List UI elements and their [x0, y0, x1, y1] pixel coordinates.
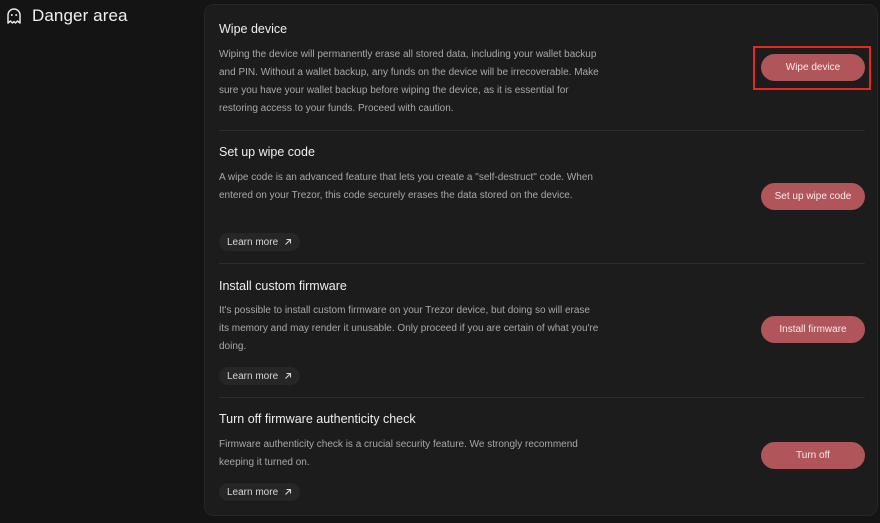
install-firmware-button[interactable]: Install firmware: [761, 316, 865, 343]
custom-firmware-title: Install custom firmware: [219, 279, 347, 293]
wipe-code-learn-more-link[interactable]: [219, 233, 300, 251]
custom-firmware-description: It's possible to install custom firmware on your Trezor device, but doing so will erase its memory and may render it unusable. Only proceed if you are certain of what you're doing.: [219, 305, 599, 352]
wipe-code-row: [219, 131, 865, 264]
learn-more-label: Learn more: [227, 486, 279, 498]
custom-firmware-learn-more-link[interactable]: [219, 367, 300, 385]
set-up-wipe-code-button[interactable]: Set up wipe code: [761, 183, 865, 210]
section-header: [6, 6, 128, 26]
ghost-icon: [6, 7, 22, 25]
learn-more-label: Learn more: [227, 236, 279, 248]
danger-settings-card: [204, 4, 878, 516]
sidebar: [0, 0, 200, 523]
authenticity-check-learn-more-link[interactable]: [219, 483, 300, 501]
section-title: Danger area: [32, 6, 128, 25]
wipe-code-title: Set up wipe code: [219, 145, 315, 159]
wipe-device-description: Wiping the device will permanently erase all stored data, including your wallet backup and PIN. Without a wallet backup, any funds on the device will be irrecoverable. Make sure you have your wallet backup before wiping the device, as it is essential for restoring access to your funds. Proceed with caution.: [219, 49, 599, 114]
authenticity-check-title: Turn off firmware authenticity check: [219, 412, 416, 426]
authenticity-check-description: Firmware authenticity check is a crucial security feature. We strongly recommend keeping it turned on.: [219, 439, 578, 468]
learn-more-label: Learn more: [227, 370, 279, 382]
wipe-device-button[interactable]: Wipe device: [761, 54, 865, 81]
custom-firmware-row: [219, 264, 865, 398]
external-link-arrow-icon: [284, 238, 292, 246]
authenticity-check-row: [219, 398, 865, 513]
wipe-device-title: Wipe device: [219, 22, 288, 36]
external-link-arrow-icon: [284, 488, 292, 496]
turn-off-button[interactable]: Turn off: [761, 442, 865, 469]
wipe-device-row: [219, 5, 865, 131]
external-link-arrow-icon: [284, 372, 292, 380]
wipe-code-description: A wipe code is an advanced feature that lets you create a "self-destruct" code. When entered on your Trezor, this code securely erases the data stored on the device.: [219, 172, 593, 201]
